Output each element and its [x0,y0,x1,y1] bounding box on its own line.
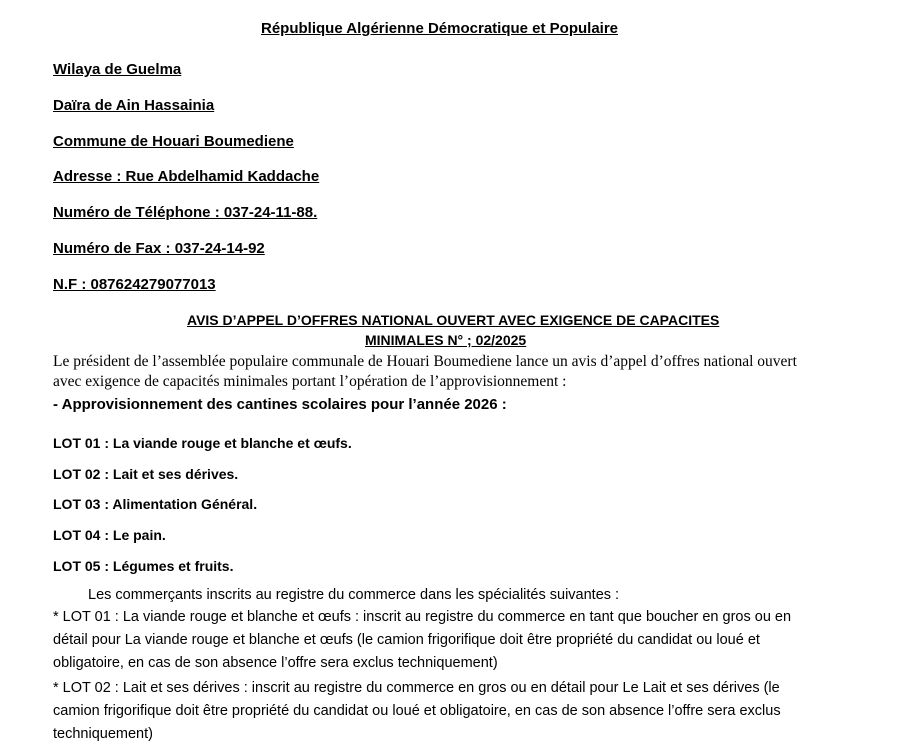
lot-item [53,435,352,451]
lot-desc: Le pain. [109,527,166,543]
lot-label: LOT 02 : [53,466,110,482]
lot-desc: Légumes et fruits. [109,558,234,574]
wilaya-line: Wilaya de Guelma [53,61,182,78]
phone-line: Numéro de Téléphone : 037-24-11-88. [53,204,318,221]
commune-line: Commune de Houari Boumediene [53,133,294,150]
subject-line: - Approvisionnement des cantines scolaires pour l’année 2026 : [53,396,507,413]
lot02-requirement-line3: techniquement) [53,726,153,742]
lot-label: LOT 03 : [53,496,110,512]
lot-desc: Lait et ses dérives. [109,466,239,482]
lot-item [53,496,257,512]
lot02-requirement-line1: * LOT 02 : Lait et ses dérives : inscrit au registre du commerce en gros ou en détail pour Le Lait et ses dérives (le [53,680,780,696]
notice-title-line1: AVIS D’APPEL D’OFFRES NATIONAL OUVERT AVEC EXIGENCE DE CAPACITES [187,312,720,328]
requirements-intro: Les commerçants inscrits au registre du commerce dans les spécialités suivantes : [88,587,620,603]
lot-label: LOT 01 : [53,435,110,451]
address-line: Adresse : Rue Abdelhamid Kaddache [53,168,320,185]
intro-line1: Le président de l’assemblée populaire communale de Houari Boumediene lance un avis d’appel d’offres national ouvert [53,353,797,370]
lot-label: LOT 05 : [53,558,110,574]
lot-desc: Alimentation Général. [109,496,258,512]
lot01-requirement-line2: détail pour La viande rouge et blanche et œufs (le camion frigorifique doit être propriété du candidat ou loué et [53,632,760,648]
lot-item [53,527,166,543]
fax-line: Numéro de Fax : 037-24-14-92 [53,240,265,257]
lot-label: LOT 04 : [53,527,110,543]
notice-title-line2: MINIMALES N° ; 02/2025 [365,332,527,348]
intro-line2: avec exigence de capacités minimales portant l’opération de l’approvisionnement : [53,373,567,390]
lot01-requirement-line1: * LOT 01 : La viande rouge et blanche et œufs : inscrit au registre du commerce en tant que boucher en gros ou en [53,609,792,625]
lot-item [53,466,238,482]
republic-heading: République Algérienne Démocratique et Populaire [261,20,619,37]
nf-line: N.F : 087624279077013 [53,276,216,293]
lot02-requirement-line2: camion frigorifique doit être propriété du candidat ou loué et obligatoire, en cas de son absence l’offre sera exclus [53,703,781,719]
lot-desc: La viande rouge et blanche et œufs. [109,435,352,451]
lot-item [53,558,233,574]
daira-line: Daïra de Ain Hassainia [53,97,215,114]
lot01-requirement-line3: obligatoire, en cas de son absence l’offre sera exclus techniquement) [53,655,498,671]
